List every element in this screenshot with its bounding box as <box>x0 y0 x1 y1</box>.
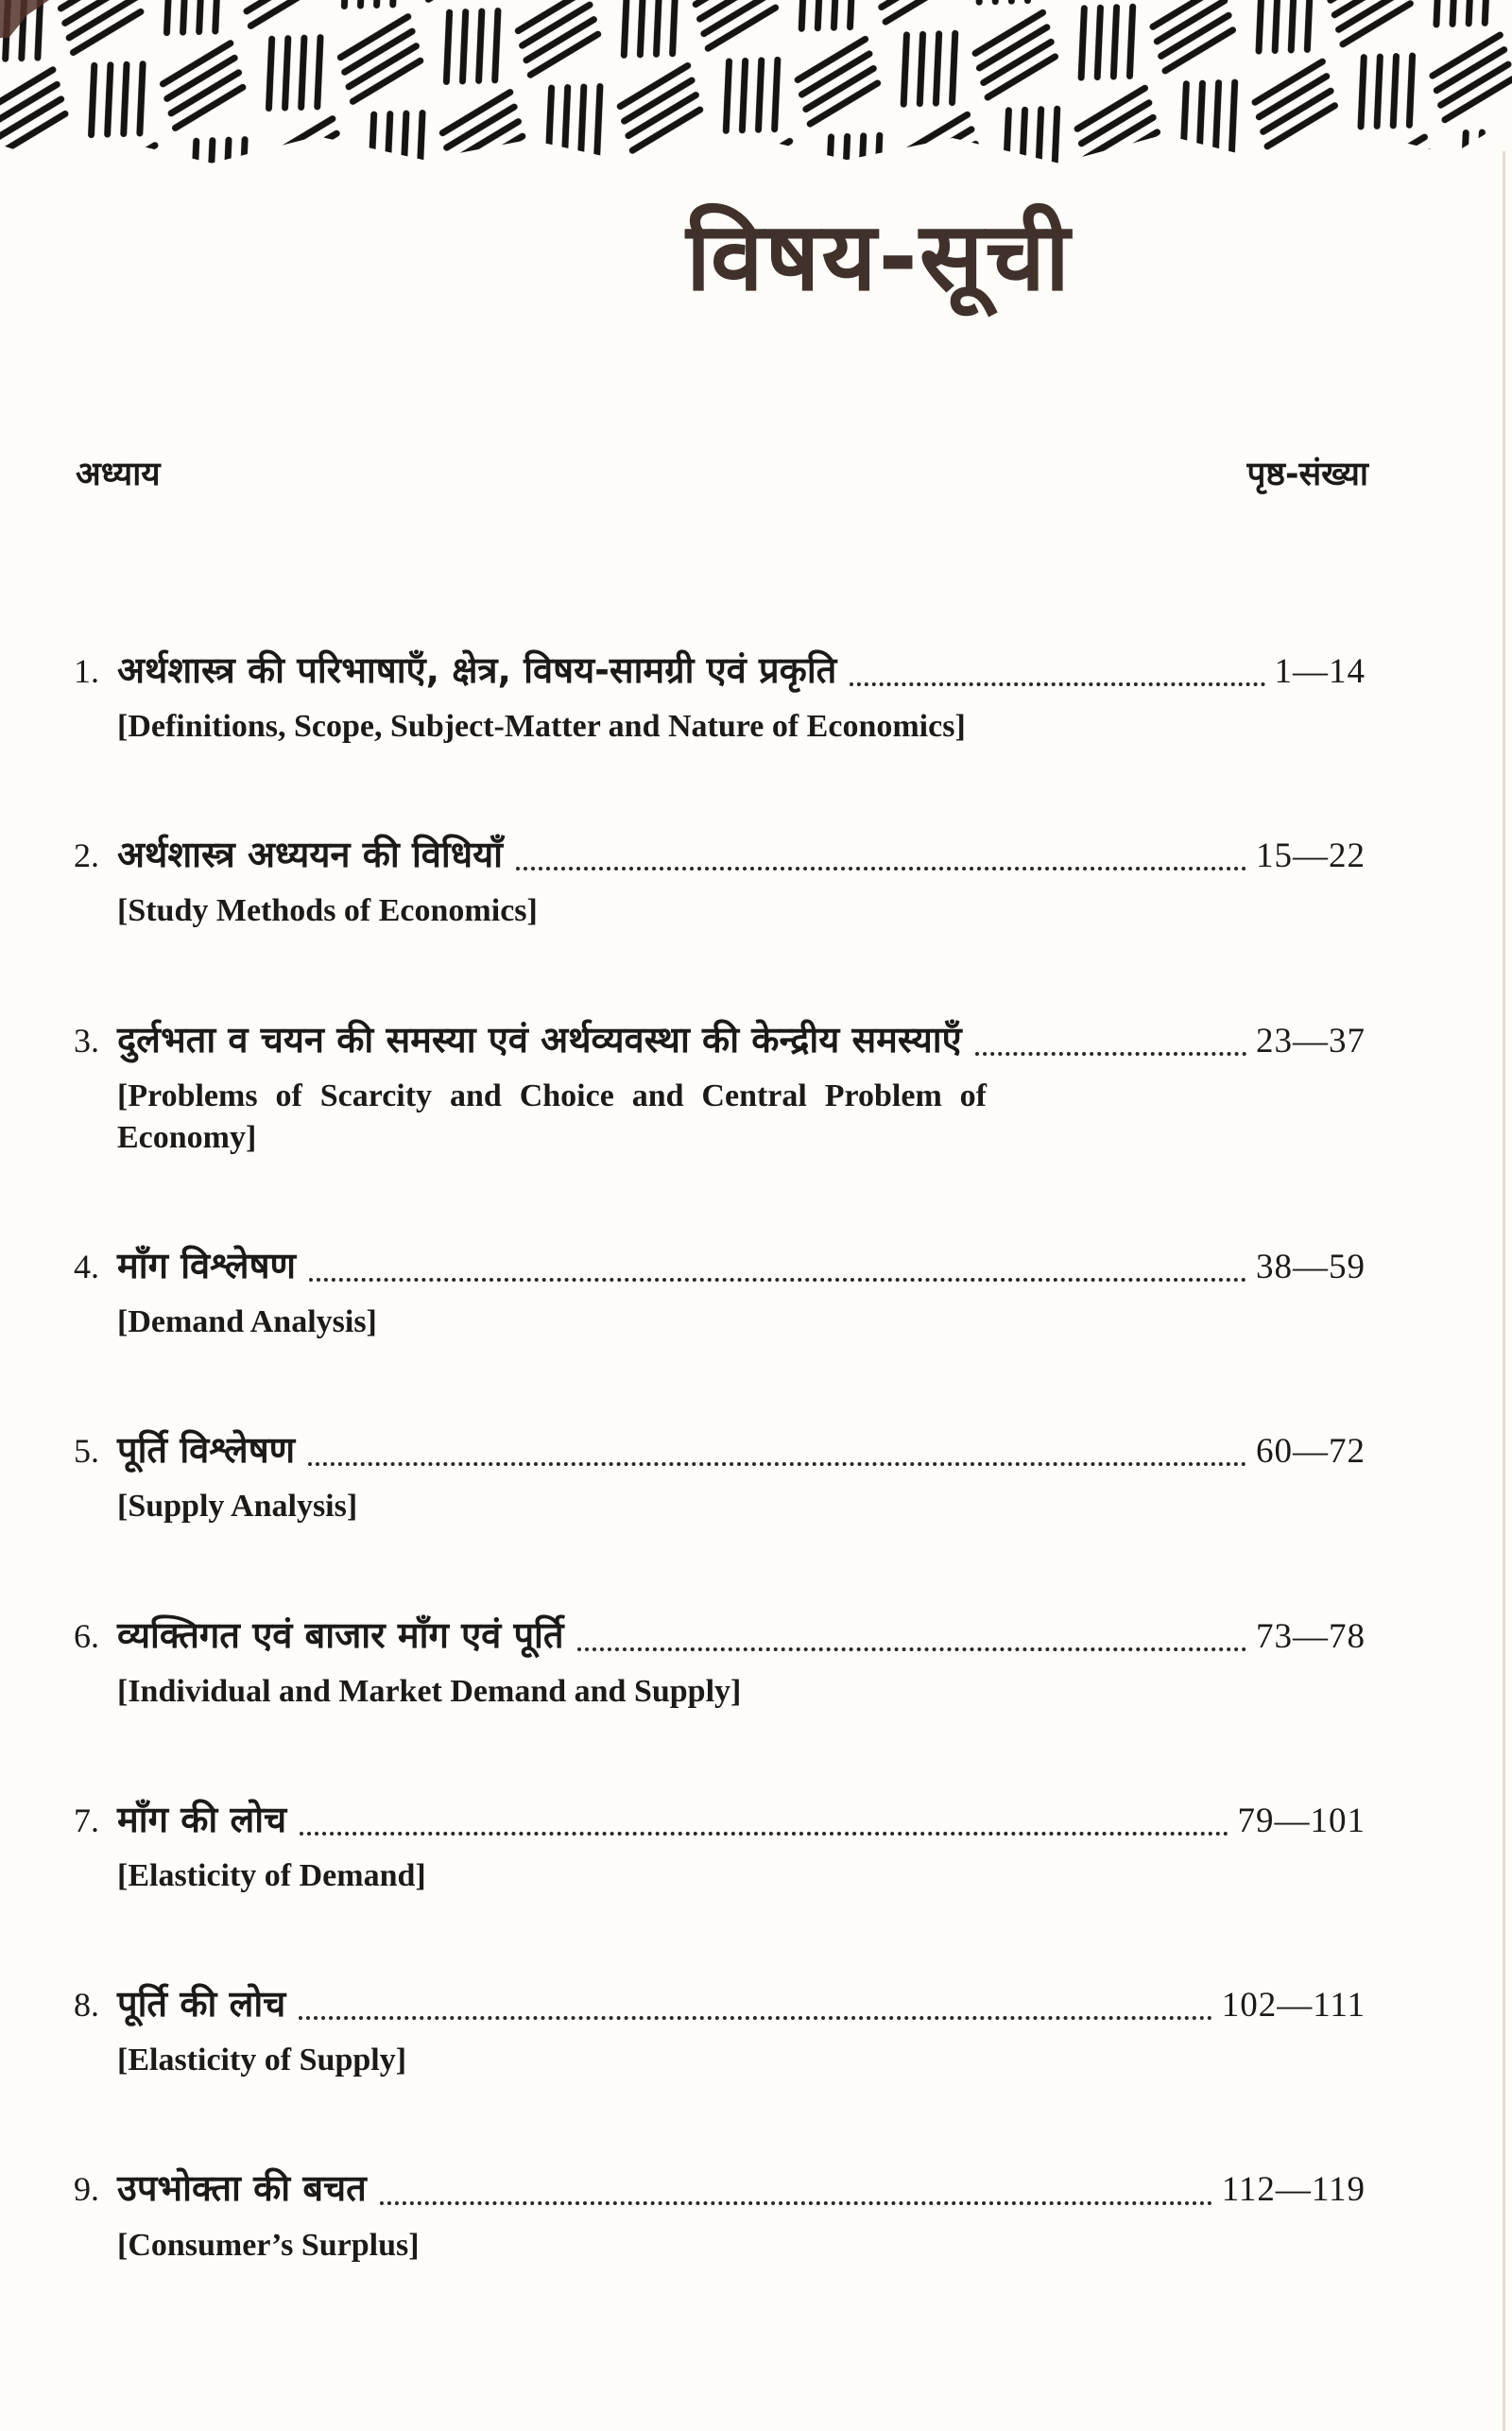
item-title-hindi: पूर्ति विश्लेषण <box>117 1429 296 1472</box>
item-title-hindi: दुर्लभता व चयन की समस्या एवं अर्थव्यवस्था की केन्द्रीय समस्याएँ <box>117 1018 962 1060</box>
item-number: 6. <box>74 1616 99 1655</box>
toc-item-title-row <box>74 829 1366 881</box>
item-subtitle-english: [Problems of Scarcity and Choice and Central Problem of Economy] <box>117 1078 987 1155</box>
page-title: विषय-सूची <box>686 201 1072 312</box>
dot-leader <box>850 682 1264 686</box>
item-page-range: 23—37 <box>1256 1021 1366 1060</box>
dot-leader <box>516 867 1246 871</box>
dot-leader <box>308 1462 1246 1466</box>
item-title-hindi: अर्थशास्त्र अध्ययन की विधियाँ <box>117 834 504 876</box>
dot-leader <box>309 1278 1246 1282</box>
item-number: 8. <box>74 1986 99 2025</box>
toc-item-title-row <box>74 1794 1366 1846</box>
toc-item <box>74 1424 1366 1527</box>
toc-item-title-row <box>74 1610 1366 1662</box>
item-page-range: 102—111 <box>1221 1986 1366 2026</box>
item-number: 7. <box>74 1801 99 1839</box>
item-number: 3. <box>74 1021 99 1060</box>
item-number: 5. <box>74 1432 99 1471</box>
item-title-hindi: व्यक्तिगत एवं बाजार माँग एवं पूर्ति <box>117 1613 564 1656</box>
item-page-range: 112—119 <box>1221 2170 1366 2210</box>
item-title-hindi: उपभोक्ता की बचत <box>117 2167 367 2210</box>
item-subtitle-english: [Demand Analysis] <box>117 1304 377 1340</box>
toc-item-title-row <box>74 1240 1366 1292</box>
toc-item <box>74 1978 1366 2081</box>
column-header-chapter: अध्याय <box>76 456 161 493</box>
hatch-pattern-band <box>0 0 1512 168</box>
toc-item <box>74 1240 1366 1343</box>
item-page-range: 15—22 <box>1256 836 1366 876</box>
item-number: 9. <box>74 2170 99 2209</box>
toc-item <box>74 645 1366 748</box>
item-subtitle-english: [Definitions, Scope, Subject-Matter and Nature of Economics] <box>117 709 966 745</box>
toc-item <box>74 1794 1366 1897</box>
dot-leader <box>380 2201 1212 2205</box>
item-page-range: 73—78 <box>1256 1616 1366 1656</box>
toc-item <box>74 1610 1366 1713</box>
column-header-row <box>0 451 1512 495</box>
item-subtitle-english: [Supply Analysis] <box>117 1489 358 1525</box>
item-subtitle-english: [Individual and Market Demand and Supply] <box>117 1673 742 1709</box>
item-number: 2. <box>74 836 99 875</box>
hatch-pattern-icon <box>0 0 1512 168</box>
toc-list <box>0 645 1512 2267</box>
toc-item-title-row <box>74 1978 1366 2030</box>
toc-item-title-row <box>74 1424 1366 1476</box>
item-subtitle-english: [Consumer’s Surplus] <box>117 2227 420 2263</box>
item-page-range: 38—59 <box>1256 1248 1366 1287</box>
item-page-range: 60—72 <box>1256 1432 1366 1472</box>
toc-item <box>74 1014 1366 1159</box>
item-page-range: 1—14 <box>1274 652 1366 691</box>
column-header-page-number: पृष्ठ-संख्या <box>1246 456 1368 493</box>
dot-leader <box>300 1832 1228 1836</box>
item-subtitle-english: [Elasticity of Supply] <box>117 2043 407 2078</box>
toc-item <box>74 2163 1366 2266</box>
item-title-hindi: माँग की लोच <box>117 1798 287 1840</box>
item-subtitle-english: [Elasticity of Demand] <box>117 1857 426 1893</box>
item-subtitle-english: [Study Methods of Economics] <box>117 893 538 929</box>
item-number: 1. <box>74 652 99 690</box>
item-title-hindi: पूर्ति की लोच <box>117 1983 286 2026</box>
item-number: 4. <box>74 1248 99 1286</box>
dot-leader <box>577 1647 1246 1651</box>
toc-item <box>74 829 1366 932</box>
toc-item-title-row <box>74 1014 1366 1066</box>
item-page-range: 79—101 <box>1237 1801 1366 1840</box>
page-edge-shadow <box>1503 151 1505 2431</box>
item-title-hindi: माँग विश्लेषण <box>117 1245 297 1287</box>
dot-leader <box>975 1052 1246 1056</box>
toc-item-title-row <box>74 645 1366 697</box>
item-title-hindi: अर्थशास्त्र की परिभाषाएँ, क्षेत्र, विषय-सामग्री एवं प्रकृति <box>117 649 837 691</box>
dot-leader <box>299 2016 1211 2020</box>
toc-item-title-row <box>74 2163 1366 2215</box>
